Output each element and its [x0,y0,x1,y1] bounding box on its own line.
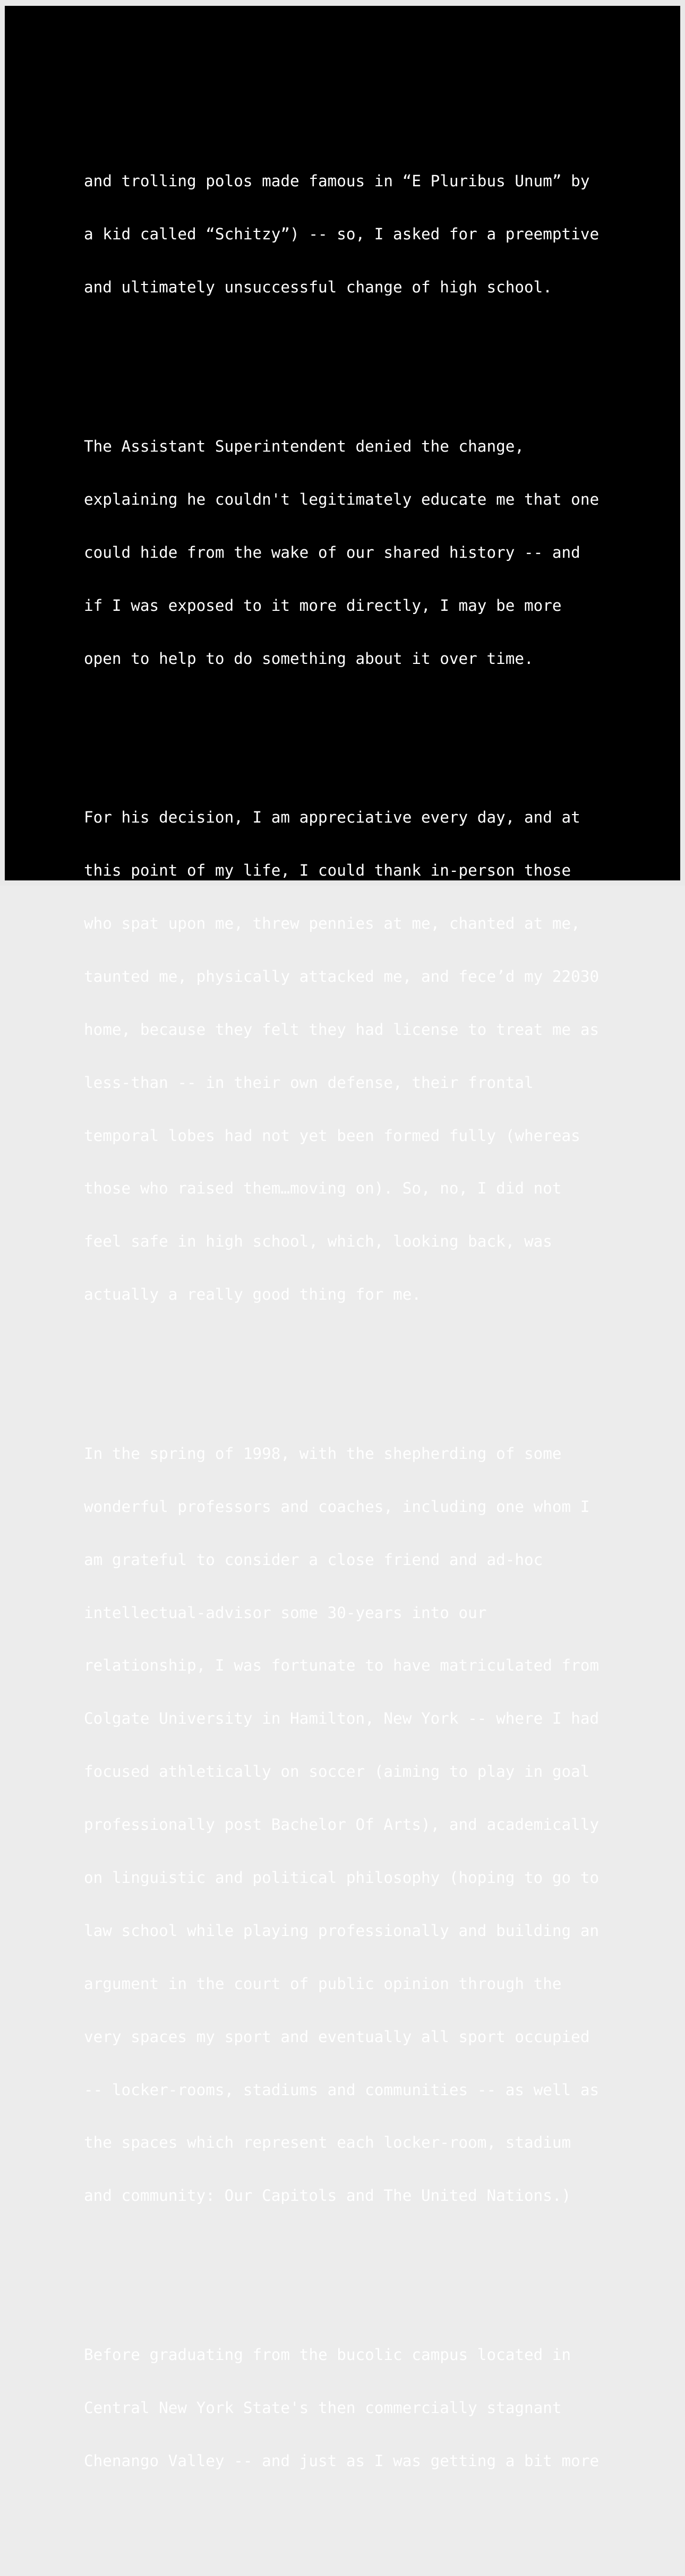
text-line: this point of my life, I could thank in-person those [84,861,571,880]
text-line: and community: Our Capitols and The United Nations.) [84,2186,571,2205]
text-line: Before graduating from the bucolic campus located in [84,2346,571,2364]
text-line: those who raised them…moving on). So, no, I did not [84,1179,562,1198]
text-line: The Assistant Superintendent denied the change, [84,437,524,455]
text-line: who spat upon me, threw pennies at me, chanted at me, [84,914,580,932]
paragraph-3 [84,774,615,1339]
text-line: law school while playing professionally and building an [84,1921,600,1940]
paragraph-4 [84,1410,615,2240]
paragraph-1 [84,137,615,332]
text-line: explaining he couldn't legitimately educate me that one [84,490,600,508]
text-line: focused athletically on soccer (aiming to play in goal [84,1762,590,1781]
text-line: and trolling polos made famous in “E Pluribus Unum” by [84,172,590,191]
text-line: if I was exposed to it more directly, I may be more [84,596,562,615]
text-line: Chenango Valley -- and just as I was getting a bit more [84,2451,600,2470]
text-line: temporal lobes had not yet been formed fully (whereas [84,1126,580,1145]
text-line: on linguistic and political philosophy (hoping to go to [84,1868,600,1887]
text-line: For his decision, I am appreciative every day, and at [84,808,580,827]
text-line: the spaces which represent each locker-room, stadium [84,2133,571,2152]
text-line: relationship, I was fortunate to have matriculated from [84,1656,600,1675]
document-text [84,84,615,2576]
paragraph-2 [84,402,615,703]
text-line: a kid called “Schitzy”) -- so, I asked for a preemptive [84,225,600,244]
text-line: actually a really good thing for me. [84,1285,421,1304]
text-line: very spaces my sport and eventually all sport occupied [84,2027,590,2046]
text-line: intellectual-advisor some 30-years into our [84,1603,487,1622]
text-line: professionally post Bachelor Of Arts), and academically [84,1816,600,1834]
document-page [5,6,680,2470]
text-line: and ultimately unsuccessful change of high school. [84,278,552,297]
text-line: In the spring of 1998, with the shepherding of some [84,1444,562,1463]
text-line: feel safe in high school, which, looking back, was [84,1232,552,1251]
text-line: open to help to do something about it over time. [84,649,534,668]
text-line: could hide from the wake of our shared history -- and [84,543,580,561]
text-line: Central New York State's then commercially stagnant [84,2398,562,2417]
text-line: am grateful to consider a close friend and ad-hoc [84,1550,543,1569]
text-line: less-than -- in their own defense, their frontal [84,1073,534,1092]
text-line: taunted me, physically attacked me, and fece’d my 22030 [84,967,600,986]
paragraph-5 [84,2311,615,2505]
text-line: home, because they felt they had license to treat me as [84,1020,600,1039]
text-line: argument in the court of public opinion through the [84,1974,562,1993]
text-line: wonderful professors and coaches, including one whom I [84,1497,590,1516]
text-line: Colgate University in Hamilton, New York -- where I had [84,1709,600,1728]
text-line: -- locker-rooms, stadiums and communities -- as well as [84,2080,600,2099]
